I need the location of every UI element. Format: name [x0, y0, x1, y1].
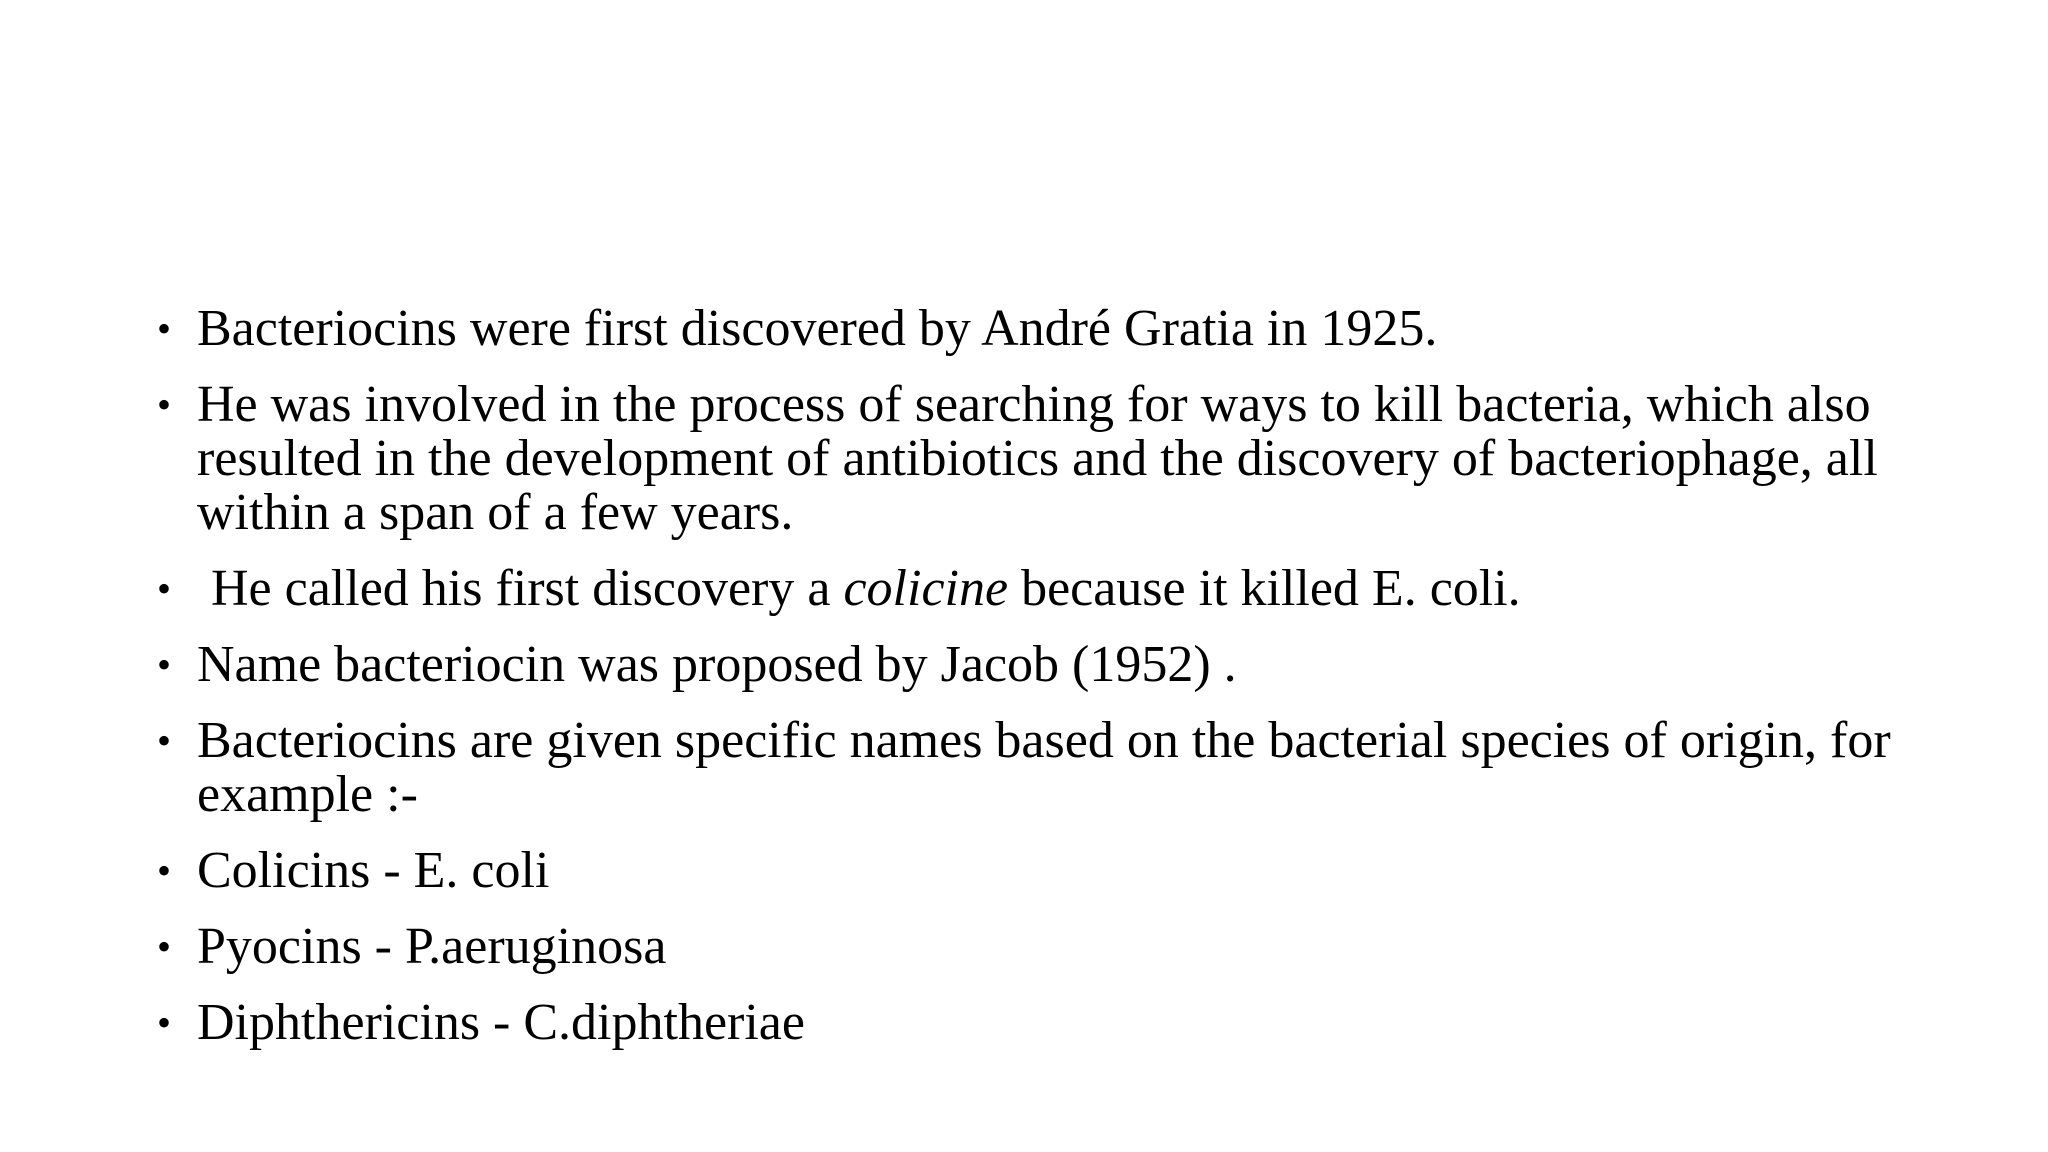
bullet-icon: •: [157, 382, 172, 427]
bullet-item-discovery: [157, 302, 1917, 356]
bullet-text: Colicins - E. coli: [197, 842, 550, 899]
bullet-icon: •: [157, 642, 172, 687]
bullet-item-naming: [157, 714, 1917, 822]
bullet-icon: •: [157, 1000, 172, 1045]
bullet-item-colicins: [157, 844, 1917, 898]
bullet-text: Bacteriocins were first discovered by André Gratia in 1925.: [197, 300, 1438, 357]
bullet-text: Pyocins - P.aeruginosa: [197, 918, 667, 975]
bullet-item-colicine: [157, 562, 1917, 616]
bullet-text: Name bacteriocin was proposed by Jacob (1952) .: [197, 636, 1237, 693]
bullet-text-italic: colicine: [843, 560, 1009, 617]
bullet-text-before: He called his first discovery a: [211, 560, 844, 617]
bullet-icon: •: [157, 566, 172, 611]
bullet-text: [197, 560, 1521, 617]
bullet-item-name-origin: [157, 638, 1917, 692]
bullet-icon: •: [157, 306, 172, 351]
bullet-text: Diphthericins - C.diphtheriae: [197, 994, 805, 1051]
bullet-icon: •: [157, 848, 172, 893]
bullet-icon: •: [157, 924, 172, 969]
bullet-item-pyocins: [157, 920, 1917, 974]
bullet-item-research: [157, 378, 1917, 540]
bullet-icon: •: [157, 718, 172, 763]
bullet-text: He was involved in the process of searching for ways to kill bacteria, which also resulted in the development of antibiotics and the discovery of bacteriophage, all within a span of a few years.: [197, 376, 1878, 541]
bullet-list: [157, 302, 1917, 1072]
bullet-item-diphthericins: [157, 996, 1917, 1050]
bullet-text-after: because it killed E. coli.: [1008, 560, 1521, 617]
bullet-text: Bacteriocins are given specific names based on the bacterial species of origin, for example :-: [197, 712, 1891, 823]
